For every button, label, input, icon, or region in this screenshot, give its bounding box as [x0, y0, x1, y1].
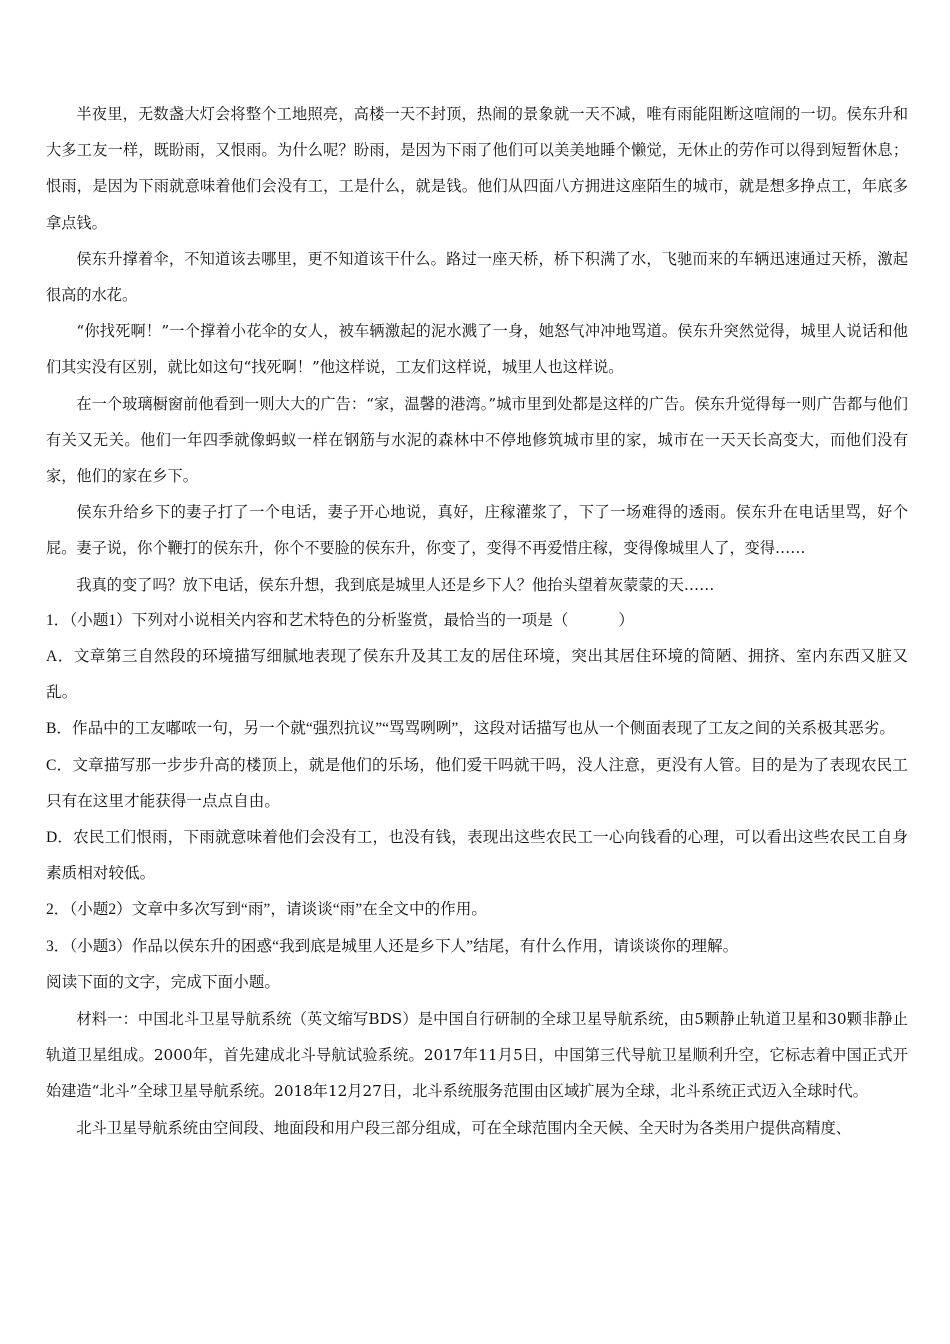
story-paragraph-4: 在一个玻璃橱窗前他看到一则大大的广告：“家，温馨的港湾。”城市里到处都是这样的广告。侯东升觉得每一则广告都与他们有关又无关。他们一年四季就像蚂蚁一样在钢筋与水泥的森林中不停地修筑城市里的家，城市在一天天长高变大，而他们没有家，他们的家在乡下。: [46, 394, 908, 486]
story-paragraph-3: “你找死啊！”一个撑着小花伞的女人，被车辆激起的泥水溅了一身，她怒气冲冲地骂道。侯东升突然觉得，城里人说话和他们其实没有区别，就比如这句“找死啊！”他这样说，工友们这样说，城里人也这样说。: [46, 322, 908, 377]
material-1-paragraph-1: 材料一：中国北斗卫星导航系统（英文缩写BDS）是中国自行研制的全球卫星导航系统，由5颗静止轨道卫星和30颗非静止轨道卫星组成。2000年，首先建成北斗导航试验系统。2017年11月5日，中国第三代导航卫星顺利升空，它标志着中国正式开始建造“北斗”全球卫星导航系统。2018年12月27日，北斗系统服务范围由区域扩展为全球，北斗系统正式迈入全球时代。: [46, 1010, 908, 1101]
document-page: [46, 96, 908, 1146]
question-1-option-d: D．农民工们恨雨，下雨就意味着他们会没有工，也没有钱，表现出这些农民工一心向钱看的心理，可以看出这些农民工自身素质相对较低。: [46, 829, 908, 883]
question-1-option-a: A．文章第三自然段的环境描写细腻地表现了侯东升及其工友的居住环境，突出其居住环境的简陋、拥挤、室内东西又脏又乱。: [46, 648, 908, 702]
material-1-paragraph-2: 北斗卫星导航系统由空间段、地面段和用户段三部分组成，可在全球范围内全天候、全天时为各类用户提供高精度、: [76, 1118, 851, 1137]
question-1-stem-text: 1．（小题1）下列对小说相关内容和艺术特色的分析鉴赏，最恰当的一项是（: [46, 611, 569, 629]
story-paragraph-2: 侯东升撑着伞，不知道该去哪里，更不知道该干什么。路过一座天桥，桥下积满了水，飞驰而来的车辆迅速通过天桥，激起很高的水花。: [46, 249, 908, 305]
question-1-stem-close: ）: [618, 611, 634, 629]
story-paragraph-5: 侯东升给乡下的妻子打了一个电话，妻子开心地说，真好，庄稼灌浆了，下了一场难得的透雨。侯东升在电话里骂，好个屁。妻子说，你个鞭打的侯东升，你个不要脸的侯东升，你变了，变得不再爱惜庄稼，变得像城里人了，变得……: [46, 503, 908, 558]
question-1-stem: [46, 603, 908, 639]
story-paragraph-1: 半夜里，无数盏大灯会将整个工地照亮，高楼一天不封顶，热闹的景象就一天不减，唯有雨能阻断这喧闹的一切。侯东升和大多工友一样，既盼雨，又恨雨。为什么呢？盼雨，是因为下雨了他们可以美美地睡个懒觉，无休止的劳作可以得到短暂休息；恨雨，是因为下雨就意味着他们会没有工，工是什么，就是钱。他们从四面八方拥进这座陌生的城市，就是想多挣点工，年底多拿点钱。: [46, 105, 908, 232]
question-1-option-b: B．作品中的工友嘟哝一句，另一个就“强烈抗议”“骂骂咧咧”，这段对话描写也从一个侧面表现了工友之间的关系极其恶劣。: [46, 720, 895, 738]
story-paragraph-6: 我真的变了吗？放下电话，侯东升想，我到底是城里人还是乡下人？他抬头望着灰蒙蒙的天……: [76, 575, 715, 594]
question-1-option-c: C．文章描写那一步步升高的楼顶上，就是他们的乐场，他们爱干吗就干吗，没人注意，更没有人管。目的是为了表现农民工只有在这里才能获得一点点自由。: [46, 756, 908, 810]
reading-instruction: 阅读下面的文字，完成下面小题。: [46, 973, 280, 991]
question-2: 2．（小题2）文章中多次写到“雨”，请谈谈“雨”在全文中的作用。: [46, 901, 487, 919]
question-3: 3．（小题3）作品以侯东升的困惑“我到底是城里人还是乡下人”结尾，有什么作用，请谈谈你的理解。: [46, 937, 739, 955]
